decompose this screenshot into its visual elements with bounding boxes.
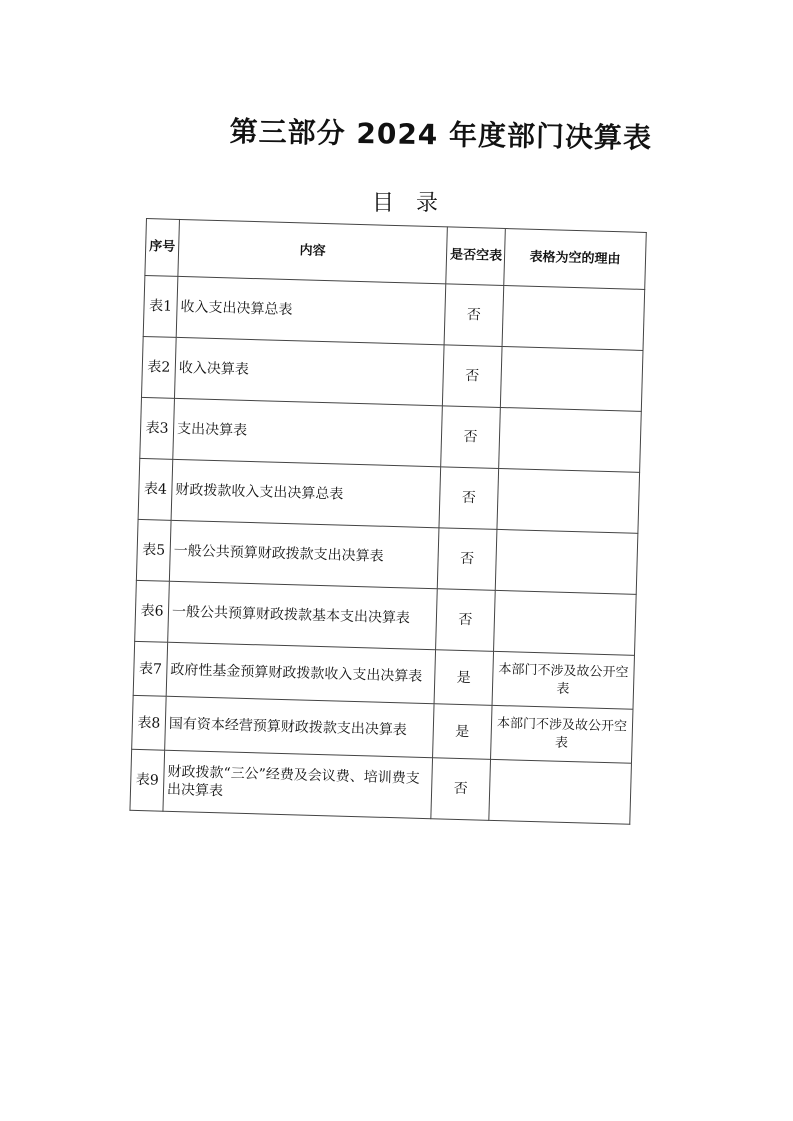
row-is-empty: 是 xyxy=(433,704,492,760)
row-is-empty: 是 xyxy=(434,650,493,706)
row-serial: 表3 xyxy=(140,397,175,459)
row-is-empty: 否 xyxy=(439,467,499,530)
row-is-empty: 否 xyxy=(444,284,504,347)
row-empty-reason xyxy=(502,286,645,351)
row-content: 支出决算表 xyxy=(173,398,443,466)
row-is-empty: 否 xyxy=(437,528,497,591)
row-empty-reason xyxy=(497,468,640,533)
header-is-empty: 是否空表 xyxy=(446,227,506,286)
row-content: 一般公共预算财政拨款基本支出决算表 xyxy=(168,581,438,649)
toc-heading: 目录 xyxy=(372,191,461,216)
row-empty-reason xyxy=(489,759,632,824)
row-content: 收入决算表 xyxy=(174,337,444,405)
row-empty-reason xyxy=(499,407,642,472)
row-is-empty: 否 xyxy=(436,589,496,652)
row-serial: 表5 xyxy=(136,519,171,581)
document-title: 第三部分 2024 年度部门决算表 xyxy=(229,114,653,155)
row-is-empty: 否 xyxy=(442,345,502,408)
toc-table-container xyxy=(129,218,645,825)
row-serial: 表7 xyxy=(133,641,167,696)
row-serial: 表2 xyxy=(141,336,176,398)
row-empty-reason: 本部门不涉及故公开空表 xyxy=(491,705,633,763)
row-is-empty: 否 xyxy=(441,406,501,469)
row-is-empty: 否 xyxy=(431,758,491,821)
header-content: 内容 xyxy=(178,219,447,283)
row-content: 一般公共预算财政拨款支出决算表 xyxy=(169,520,439,588)
row-content: 财政拨款“三公”经费及会议费、培训费支出决算表 xyxy=(163,750,433,818)
toc-table xyxy=(129,218,646,825)
row-serial: 表6 xyxy=(135,580,170,642)
row-serial: 表8 xyxy=(132,695,166,750)
row-empty-reason xyxy=(495,529,638,594)
row-content: 政府性基金预算财政拨款收入支出决算表 xyxy=(166,642,435,703)
row-serial: 表9 xyxy=(130,749,165,811)
header-serial: 序号 xyxy=(145,219,180,277)
row-serial: 表1 xyxy=(143,275,178,337)
row-empty-reason xyxy=(500,346,643,411)
row-content: 财政拨款收入支出决算总表 xyxy=(171,459,441,527)
table-row xyxy=(130,749,632,824)
row-content: 收入支出决算总表 xyxy=(176,276,446,344)
row-empty-reason xyxy=(494,590,637,655)
header-empty-reason: 表格为空的理由 xyxy=(504,229,647,290)
row-empty-reason: 本部门不涉及故公开空表 xyxy=(492,651,634,709)
row-content: 国有资本经营预算财政拨款支出决算表 xyxy=(165,696,434,757)
row-serial: 表4 xyxy=(138,458,173,520)
